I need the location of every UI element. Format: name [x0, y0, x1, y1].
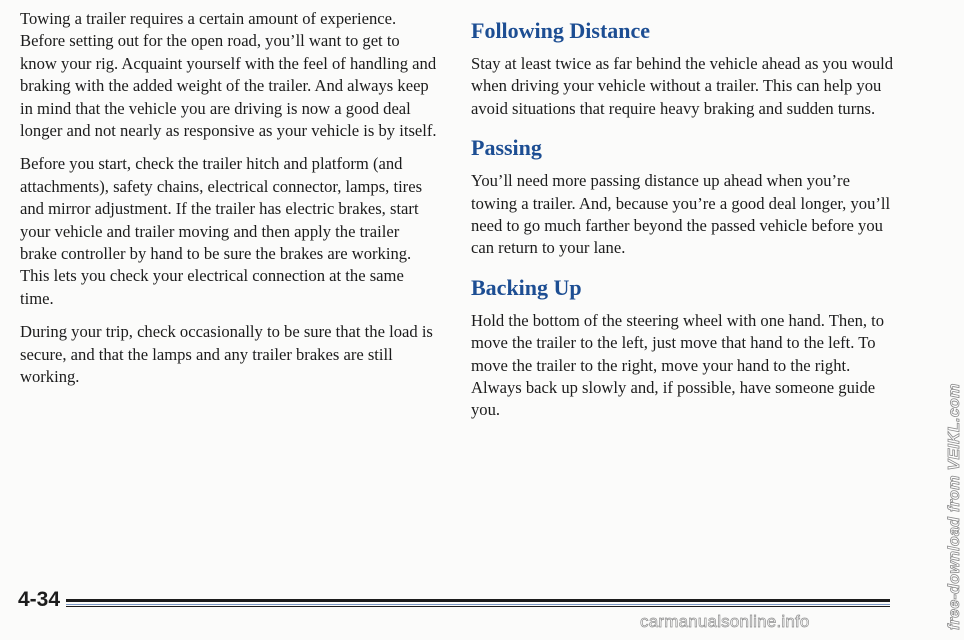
following-distance-heading: Following Distance [471, 18, 651, 43]
backing-up-heading: Backing Up [471, 274, 582, 300]
bottom-watermark: carmanualsonline.info [640, 612, 810, 631]
footer-rule-thin [66, 606, 890, 607]
pre-trip-check-paragraph: Before you start, check the trailer hitch and platform (and attachments), safety chains, electrical connector, lamps, tires and mirror adjustment. If the trailer has electric brakes, start your vehicle and trailer moving and then apply the trailer brake controller by hand to be sure the brakes are working. This lets you check your electrical connection at the same time. [20, 154, 423, 308]
passing-text: You’ll need more passing distance up ahead when you’re towing a trailer. And, because you’re a good deal longer, you’ll need to go much farther beyond the passed vehicle before you can return to your lane. [471, 171, 891, 258]
footer-rule-thick [66, 599, 890, 602]
side-watermark [918, 340, 963, 640]
intro-paragraph: Towing a trailer requires a certain amount of experience. Before setting out for the open road, you’ll want to get to know your rig. Acquaint yourself with the feel of handling and braking with the added weight of the trailer. And always keep in mind that the vehicle you are driving is now a good deal longer and not nearly as responsive as your vehicle is by itself. [20, 9, 437, 141]
right-column [471, 18, 899, 422]
page-footer [18, 585, 890, 615]
side-watermark-text: free-download from VEIKL.com [946, 383, 963, 630]
during-trip-paragraph: During your trip, check occasionally to be sure that the load is secure, and that the lamps and any trailer brakes are still working. [20, 322, 433, 387]
backing-up-text: Hold the bottom of the steering wheel with one hand. Then, to move the trailer to the left, just move that hand to the left. To move the trailer to the right, move your hand to the right. Always back up slowly and, if possible, have someone guide you. [471, 310, 885, 420]
page-number: 4-34 [18, 588, 61, 611]
left-column [20, 8, 440, 389]
footer-rule-blue [66, 604, 890, 605]
following-distance-text: Stay at least twice as far behind the vehicle ahead as you would when driving your vehicle without a trailer. This can help you avoid situations that require heavy braking and sudden turns. [471, 54, 894, 118]
passing-heading: Passing [471, 135, 542, 161]
